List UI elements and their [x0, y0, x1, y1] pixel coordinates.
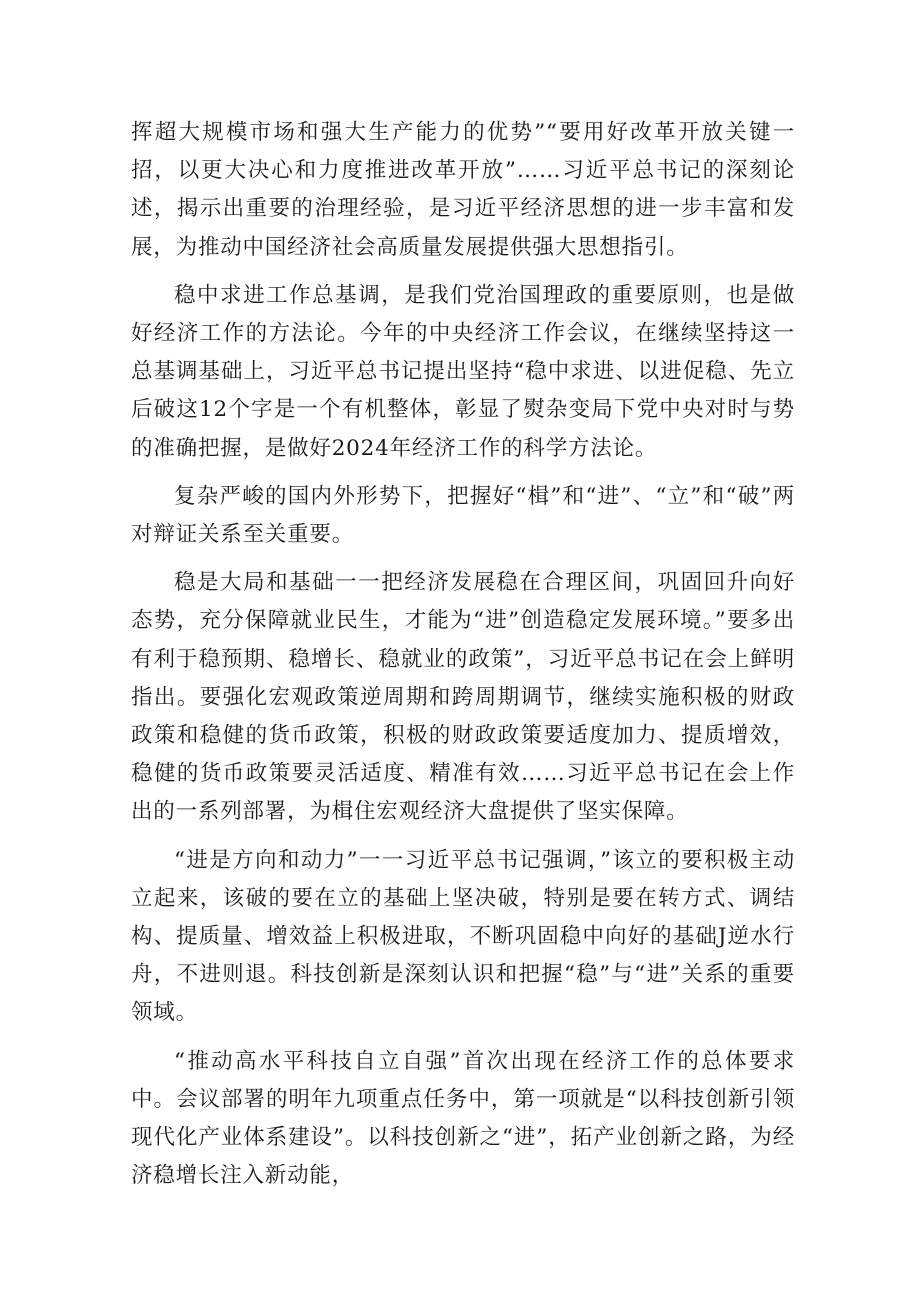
paragraph-6: “推动高水平科技自立自强”首次出现在经济工作的总体要求中。会议部署的明年九项重点任务中，第一项就是“以科技创新引领现代化产业体系建设”。以科技创新之“进”，拓产业创新之路，为经济稳增长注入新动能，: [131, 1048, 795, 1189]
paragraph-4: 稳是大局和基础一一把经济发展稳在合理区间，巩固回升向好态势，充分保障就业民生，才能为“进”创造稳定发展环境。”要多出有利于稳预期、稳增长、稳就业的政策”，习近平总书记在会上鲜明指出。要强化宏观政策逆周期和跨周期调节，继续实施积极的财政政策和稳健的货币政策，积极的财政政策要适度加力、提质增效，稳健的货币政策要灵活适度、精准有效……习近平总书记在会上作出的一系列部署，为楫住宏观经济大盘提供了坚实保障。: [131, 570, 795, 825]
paragraph-1: 挥超大规模市场和强大生产能力的优势”“要用好改革开放关键一招，以更大决心和力度推进改革开放”……习近平总书记的深刻论述，揭示出重要的治理经验，是习近平经济思想的进一步丰富和发展，为推动中国经济社会高质量发展提供强大思想指引。: [131, 120, 795, 260]
paragraph-2: 稳中求进工作总基调，是我们党治国理政的重要原则，也是做好经济工作的方法论。今年的中央经济工作会议，在继续坚持这一总基调基础上，习近平总书记提出坚持“稳中求进、以进促稳、先立后破这12个字是一个有机整体，彰显了熨杂变局下党中央对时与势的准确把握，是做好2024年经济工作的科学方法论。: [131, 282, 795, 461]
paragraph-5: “进是方向和动力”一一习近平总书记强调，”该立的要积极主动立起来，该破的要在立的基础上坚决破，特别是要在转方式、调结构、提质量、增效益上积极进取，不断巩固稳中向好的基础J逆水行舟，不进则退。科技创新是深刻认识和把握“稳”与“进”关系的重要领域。: [131, 847, 795, 1026]
article-body: [131, 114, 795, 1195]
paragraph-3: 复杂严峻的国内外形势下，把握好“楫”和“进”、“立”和“破”两对辩证关系至关重要。: [131, 483, 795, 548]
